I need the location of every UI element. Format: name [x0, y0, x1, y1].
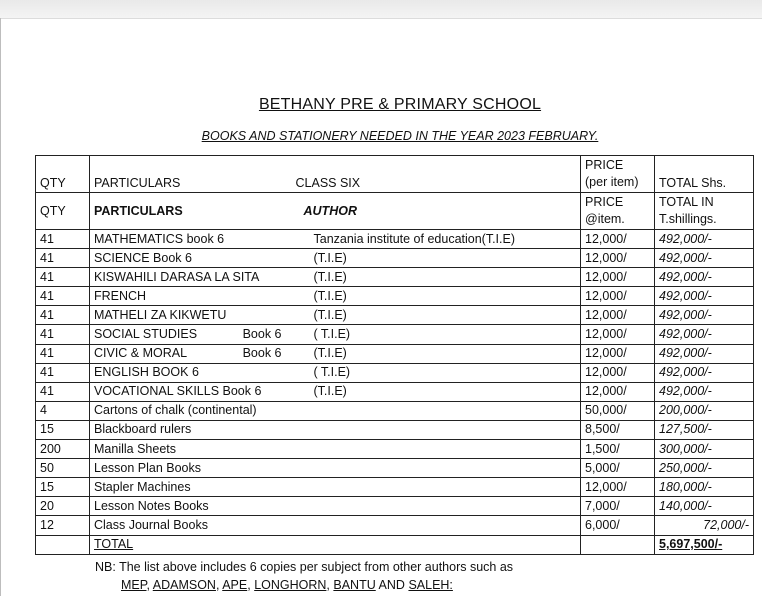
- price-cell: [581, 230, 655, 249]
- qty-cell: [36, 440, 90, 459]
- particular-cell-text: Blackboard rulers: [94, 422, 192, 437]
- price-cell: [581, 459, 655, 478]
- author-name: BANTU: [333, 578, 376, 592]
- price-cell: [581, 363, 655, 382]
- qty-cell-text: 41: [40, 231, 54, 246]
- particular-cell-text: KISWAHILI DARASA LA SITA: [94, 269, 260, 284]
- author-name: LONGHORN: [254, 578, 327, 592]
- total-cell-text: 72,000/-: [703, 517, 749, 532]
- particular-cell-text: SCIENCE Book 6: [94, 250, 192, 265]
- price-cell-text: 5,000/: [585, 460, 620, 475]
- header2-price-b: @item.: [585, 212, 625, 226]
- author-cell: [292, 516, 581, 535]
- total-cell: [655, 420, 754, 439]
- qty-cell-text: 41: [40, 307, 54, 322]
- total-cell: [655, 382, 754, 401]
- footnote-authors: MEP, ADAMSON, APE, LONGHORN, BANTU AND SALEH:: [121, 578, 453, 592]
- total-cell: [655, 401, 754, 420]
- table-row: [36, 440, 754, 459]
- qty-cell-text: 41: [40, 384, 54, 399]
- header2-price: [581, 193, 655, 230]
- qty-cell-text: 50: [40, 460, 54, 475]
- qty-cell-text: 200: [40, 441, 61, 456]
- header-particulars: PARTICULARS: [90, 156, 292, 193]
- table-row: [36, 420, 754, 439]
- total-cell-text: 492,000/-: [659, 231, 712, 246]
- total-label: TOTAL: [90, 535, 292, 554]
- table-row: [36, 478, 754, 497]
- total-cell-text: 492,000/-: [659, 288, 712, 303]
- particular-cell-text: Lesson Plan Books: [94, 460, 202, 475]
- qty-cell: [36, 230, 90, 249]
- author-cell-text: (T.I.E): [313, 384, 347, 399]
- header-class: CLASS SIX: [292, 156, 581, 193]
- total-cell: [655, 344, 754, 363]
- total-cell: [655, 249, 754, 268]
- author-cell: [292, 420, 581, 439]
- price-cell-text: 7,000/: [585, 498, 620, 513]
- author-cell: [292, 459, 581, 478]
- price-cell: [581, 344, 655, 363]
- total-cell-text: 492,000/-: [659, 307, 712, 322]
- qty-cell: [36, 287, 90, 306]
- qty-cell-text: 41: [40, 346, 54, 361]
- particular-cell-text: CIVIC & MORAL: [94, 346, 188, 361]
- price-cell: [581, 440, 655, 459]
- price-cell-text: 12,000/: [585, 250, 627, 265]
- price-cell-text: 12,000/: [585, 269, 627, 284]
- table-row: [36, 401, 754, 420]
- qty-cell: [36, 344, 90, 363]
- school-title: BETHANY PRE & PRIMARY SCHOOL: [258, 96, 542, 113]
- header-row-2: [36, 193, 754, 230]
- price-cell-text: 12,000/: [585, 288, 627, 303]
- price-cell-text: 50,000/: [585, 403, 627, 418]
- price-cell: [581, 287, 655, 306]
- table-row: [36, 230, 754, 249]
- qty-cell: [36, 459, 90, 478]
- total-cell: [655, 230, 754, 249]
- author-cell-text: (T.I.E): [313, 250, 347, 265]
- header-price-b: (per item): [585, 175, 639, 189]
- author-name: MEP: [121, 578, 147, 592]
- footnote: [95, 558, 513, 594]
- price-cell: [581, 497, 655, 516]
- particular-cell-text: ENGLISH BOOK 6: [94, 365, 199, 380]
- author-name: ADAMSON: [152, 578, 216, 592]
- table-row: [36, 382, 754, 401]
- total-cell-text: 492,000/-: [659, 346, 712, 361]
- total-cell-text: 300,000/-: [659, 441, 712, 456]
- particular-cell: [90, 230, 292, 249]
- total-qty-cell: [36, 535, 90, 554]
- qty-cell: [36, 382, 90, 401]
- author-cell-text: (T.I.E): [313, 269, 347, 284]
- qty-cell: [36, 478, 90, 497]
- price-cell: [581, 478, 655, 497]
- particular-cell: [90, 401, 292, 420]
- particular-cell: [90, 497, 292, 516]
- particular-cell: [90, 516, 292, 535]
- price-cell: [581, 325, 655, 344]
- total-row: [36, 535, 754, 554]
- particular-cell-text: Lesson Notes Books: [94, 498, 209, 513]
- particular-cell: [90, 344, 292, 363]
- particular-cell: [90, 325, 292, 344]
- particular-cell: [90, 287, 292, 306]
- header2-total-b: T.shillings.: [659, 212, 717, 226]
- total-cell-text: 140,000/-: [659, 498, 712, 513]
- qty-cell-text: 41: [40, 288, 54, 303]
- author-cell-text: ( T.I.E): [313, 327, 351, 342]
- header-total: TOTAL Shs.: [655, 156, 754, 193]
- particular-cell: [90, 420, 292, 439]
- total-cell-text: 127,500/-: [659, 422, 712, 437]
- author-cell-text: (T.I.E): [313, 288, 347, 303]
- window-top-bar: [0, 0, 762, 19]
- header-price: [581, 156, 655, 193]
- qty-cell: [36, 268, 90, 287]
- author-cell: [292, 306, 581, 325]
- particular-cell: [90, 363, 292, 382]
- table-row: [36, 268, 754, 287]
- total-cell-text: 492,000/-: [659, 269, 712, 284]
- price-cell-text: 12,000/: [585, 231, 627, 246]
- author-cell: [292, 230, 581, 249]
- book-level-label: Book 6: [242, 327, 282, 342]
- table-row: [36, 516, 754, 535]
- qty-cell-text: 41: [40, 269, 54, 284]
- author-cell-text: Tanzania institute of education(T.I.E): [313, 231, 516, 246]
- particular-cell-text: VOCATIONAL SKILLS Book 6: [94, 384, 262, 399]
- author-cell: [292, 287, 581, 306]
- total-cell-text: 492,000/-: [659, 250, 712, 265]
- header2-price-a: PRICE: [585, 195, 624, 209]
- total-price-cell: [581, 535, 655, 554]
- author-cell: [292, 497, 581, 516]
- total-cell: [655, 325, 754, 344]
- qty-cell-text: 12: [40, 517, 54, 532]
- price-cell-text: 8,500/: [585, 422, 620, 437]
- author-cell-text: (T.I.E): [313, 346, 347, 361]
- table-row: [36, 344, 754, 363]
- total-cell-text: 492,000/-: [659, 327, 712, 342]
- particular-cell-text: Manilla Sheets: [94, 441, 176, 456]
- document-subtitle: BOOKS AND STATIONERY NEEDED IN THE YEAR 2023 FEBRUARY.: [201, 129, 599, 143]
- particular-cell: [90, 268, 292, 287]
- header2-total-a: TOTAL IN: [659, 195, 714, 209]
- qty-cell-text: 41: [40, 250, 54, 265]
- author-cell-text: ( T.I.E): [313, 365, 351, 380]
- particular-cell-text: SOCIAL STUDIES: [94, 327, 198, 342]
- total-cell-text: 492,000/-: [659, 365, 712, 380]
- total-cell-text: 180,000/-: [659, 479, 712, 494]
- qty-cell: [36, 401, 90, 420]
- total-cell: [655, 363, 754, 382]
- price-cell-text: 12,000/: [585, 365, 627, 380]
- price-cell-text: 12,000/: [585, 384, 627, 399]
- total-cell-text: 250,000/-: [659, 460, 712, 475]
- particular-cell-text: Stapler Machines: [94, 479, 191, 494]
- total-cell-text: 200,000/-: [659, 403, 712, 418]
- header2-total: [655, 193, 754, 230]
- particular-cell: [90, 249, 292, 268]
- table-row: [36, 325, 754, 344]
- particular-cell-text: MATHELI ZA KIKWETU: [94, 307, 227, 322]
- author-cell: [292, 401, 581, 420]
- total-cell: [655, 440, 754, 459]
- author-cell: [292, 268, 581, 287]
- qty-cell: [36, 420, 90, 439]
- footnote-line-1: NB: The list above includes 6 copies per subject from other authors such as: [95, 560, 514, 574]
- particular-cell-text: FRENCH: [94, 288, 147, 303]
- price-cell: [581, 401, 655, 420]
- table-row: [36, 306, 754, 325]
- author-name: SALEH:: [408, 578, 453, 592]
- price-cell-text: 12,000/: [585, 307, 627, 322]
- header-row-1: [36, 156, 754, 193]
- price-cell-text: 1,500/: [585, 441, 620, 456]
- total-cell: [655, 516, 754, 535]
- table-row: [36, 497, 754, 516]
- table-row: [36, 459, 754, 478]
- qty-cell-text: 15: [40, 479, 54, 494]
- particular-cell-text: MATHEMATICS book 6: [94, 231, 225, 246]
- total-cell-text: 492,000/-: [659, 384, 712, 399]
- author-cell: [292, 249, 581, 268]
- particular-cell-text: Class Journal Books: [94, 517, 208, 532]
- books-stationery-table: [35, 155, 754, 555]
- author-cell: [292, 363, 581, 382]
- header2-qty: QTY: [36, 193, 90, 230]
- particular-cell: [90, 382, 292, 401]
- qty-cell-text: 4: [40, 403, 47, 418]
- header-qty: QTY: [36, 156, 90, 193]
- book-level-label: Book 6: [242, 346, 282, 361]
- header2-particulars: PARTICULARS: [90, 193, 292, 230]
- qty-cell-text: 41: [40, 327, 54, 342]
- total-cell: [655, 497, 754, 516]
- total-cell: [655, 478, 754, 497]
- qty-cell: [36, 363, 90, 382]
- and-word: AND: [378, 578, 405, 592]
- price-cell-text: 12,000/: [585, 346, 627, 361]
- author-name: APE: [222, 578, 248, 592]
- author-cell: [292, 382, 581, 401]
- price-cell-text: 6,000/: [585, 517, 620, 532]
- total-cell: [655, 306, 754, 325]
- qty-cell: [36, 497, 90, 516]
- price-cell: [581, 516, 655, 535]
- total-cell: [655, 459, 754, 478]
- author-cell-text: (T.I.E): [313, 307, 347, 322]
- total-cell: [655, 287, 754, 306]
- particular-cell: [90, 306, 292, 325]
- particular-cell: [90, 440, 292, 459]
- qty-cell-text: 20: [40, 498, 54, 513]
- qty-cell-text: 41: [40, 365, 54, 380]
- author-cell: [292, 478, 581, 497]
- price-cell-text: 12,000/: [585, 479, 627, 494]
- author-cell: [292, 344, 581, 363]
- qty-cell: [36, 516, 90, 535]
- price-cell: [581, 382, 655, 401]
- header-price-a: PRICE: [585, 158, 624, 172]
- qty-cell-text: 15: [40, 422, 54, 437]
- total-author-cell: [292, 535, 581, 554]
- grand-total: 5,697,500/-: [655, 535, 754, 554]
- particular-cell-text: Cartons of chalk (continental): [94, 403, 257, 418]
- price-cell: [581, 249, 655, 268]
- qty-cell: [36, 249, 90, 268]
- author-cell: [292, 440, 581, 459]
- particular-cell: [90, 478, 292, 497]
- particular-cell: [90, 459, 292, 478]
- price-cell: [581, 306, 655, 325]
- price-cell-text: 12,000/: [585, 327, 627, 342]
- author-cell: [292, 325, 581, 344]
- table-row: [36, 287, 754, 306]
- qty-cell: [36, 306, 90, 325]
- total-cell: [655, 268, 754, 287]
- qty-cell: [36, 325, 90, 344]
- price-cell: [581, 420, 655, 439]
- table-row: [36, 249, 754, 268]
- header2-author: AUTHOR: [292, 193, 581, 230]
- table-row: [36, 363, 754, 382]
- price-cell: [581, 268, 655, 287]
